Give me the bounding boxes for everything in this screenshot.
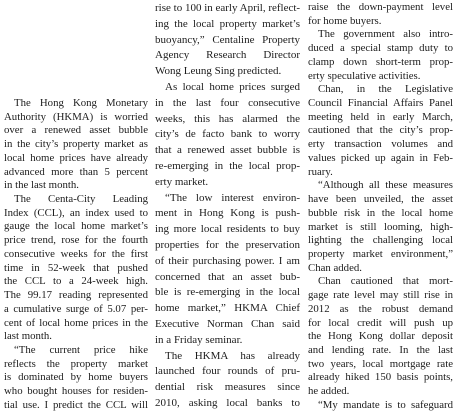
text-line: a cumulative surge of 5.07 per- <box>4 302 148 315</box>
text-line: duced a special stamp duty to <box>308 42 453 55</box>
text-line: of their purchasing power. I am <box>155 254 300 267</box>
text-line: erty transaction volumes and <box>308 138 453 151</box>
text-line: weeks, this has alarmed the <box>155 112 300 125</box>
text-line: The government also intro- <box>318 28 453 41</box>
text-line: consecutive weeks for the first <box>4 247 148 260</box>
text-line: two years, local mortgage rate <box>308 357 453 370</box>
text-line: price trend, rose for the fourth <box>4 234 148 247</box>
text-line: raise the down-payment level <box>308 1 453 13</box>
text-line: “Although all these measures <box>318 179 453 192</box>
text-line: meeting held in early March, <box>308 110 453 123</box>
text-line: lighting the challenging local <box>308 234 453 247</box>
text-line: ing more local residents to buy <box>155 223 300 236</box>
paragraph <box>155 80 300 191</box>
text-line: re-emerging in the local prop- <box>155 159 300 172</box>
text-line: 2012 as the robust demand <box>308 302 453 315</box>
text-line: for local credit will push up <box>308 316 453 329</box>
text-line: “The low interest environ- <box>165 191 300 204</box>
text-line: gauge the local home market’s <box>4 220 148 233</box>
text-line: gage rate level may still rise in <box>308 289 453 302</box>
paragraph <box>4 193 148 344</box>
text-line: reflects the property market <box>4 357 148 370</box>
paragraph <box>308 275 453 398</box>
text-line: concerned that an asset bub- <box>155 270 300 283</box>
text-line: buoyancy,” Centaline Property <box>155 33 300 46</box>
paragraph <box>308 399 453 413</box>
text-line: The HKMA has already <box>165 349 300 362</box>
text-line: dential risk measures since <box>155 381 300 394</box>
text-line: Chan, in the Legislative <box>318 83 453 96</box>
text-line: city’s de facto bank to worry <box>155 128 300 141</box>
column-1 <box>4 97 148 413</box>
text-line: last month. <box>4 330 52 343</box>
paragraph <box>308 1 453 28</box>
paragraph <box>155 1 300 80</box>
paragraph <box>308 28 453 83</box>
text-line: and lending rate. In the last <box>308 343 453 356</box>
text-line: Index (CCL), an index used to <box>4 206 148 219</box>
paragraph <box>155 349 300 412</box>
column-2 <box>155 1 300 412</box>
text-line: over a renewed asset bubble <box>4 124 148 137</box>
text-line: bubble risk in the local home <box>308 206 453 219</box>
text-line: Authority (HKMA) is worried <box>4 110 148 123</box>
text-line: ble is re-emerging in the local <box>155 286 300 299</box>
paragraph <box>4 344 148 413</box>
text-line: that a renewed asset bubble is <box>155 144 300 157</box>
text-line: properties for the preservation <box>155 238 300 251</box>
text-line: The Hong Kong Monetary <box>14 97 148 109</box>
text-line: launched four rounds of pru- <box>155 365 300 378</box>
text-line: 2010, asking local banks to <box>155 396 300 409</box>
text-line: cautioned that the city’s prop- <box>308 124 453 137</box>
text-line: for home buyers. <box>308 14 382 27</box>
text-line: As local home prices surged <box>165 80 300 93</box>
text-line: in the last four consecutive <box>155 96 300 109</box>
text-line: erty market. <box>155 175 209 188</box>
paragraph <box>308 83 453 179</box>
text-line: Chan added. <box>308 261 362 274</box>
text-line: tial use. I predict the CCL will <box>4 398 148 411</box>
paragraph <box>4 97 148 193</box>
text-line: ruary. <box>308 165 333 178</box>
text-line: property market environment,” <box>308 247 453 260</box>
text-line: “The current price hike <box>14 343 148 356</box>
text-line: market is still looming, high- <box>308 220 453 233</box>
text-line: the CCL to a 24-week high. <box>4 275 148 288</box>
text-line: Executive Norman Chan said <box>155 317 300 330</box>
text-line: “My mandate is to safeguard <box>318 398 453 411</box>
text-line: ing the local property market’s <box>155 17 300 30</box>
text-line: he added. <box>308 385 350 398</box>
text-line: erty speculative activities. <box>308 69 421 82</box>
text-line: in a Friday seminar. <box>155 333 243 346</box>
text-line: home market,” HKMA Chief <box>155 302 300 315</box>
text-line: Chan cautioned that mort- <box>318 275 453 288</box>
text-line: local home prices have already <box>4 151 148 164</box>
column-3 <box>308 1 453 413</box>
text-line: cent of local home prices in the <box>4 316 148 329</box>
text-line: The 99.17 reading represented <box>4 289 148 302</box>
text-line: the Hong Kong dollar deposit <box>308 330 453 343</box>
text-line: already hiked 150 basis points, <box>308 371 453 384</box>
text-line: clamp down short-term prop- <box>308 55 453 68</box>
paragraph <box>308 179 453 275</box>
text-line: rise to 100 in early April, reflect- <box>155 2 301 14</box>
text-line: time in 52-week that pushed <box>4 261 148 274</box>
text-line: ment in Hong Kong is push- <box>155 207 300 220</box>
text-line: advanced more than 5 percent <box>4 165 148 178</box>
paragraph <box>155 191 300 349</box>
text-line: have been unveiled, the asset <box>308 193 453 206</box>
text-line: is dominated by home buyers <box>4 371 148 384</box>
text-line: in the city’s property market as <box>4 138 148 151</box>
text-line: Agency Research Director <box>155 49 300 62</box>
text-line: Wong Leung Sing predicted. <box>155 65 282 78</box>
text-line: values picked up again in Feb- <box>308 151 453 164</box>
text-line: who bought houses for residen- <box>4 385 148 398</box>
text-line: Council Financial Affairs Panel <box>308 97 453 110</box>
text-line: The Centa-City Leading <box>14 193 148 206</box>
text-line: in the last month. <box>4 179 79 192</box>
